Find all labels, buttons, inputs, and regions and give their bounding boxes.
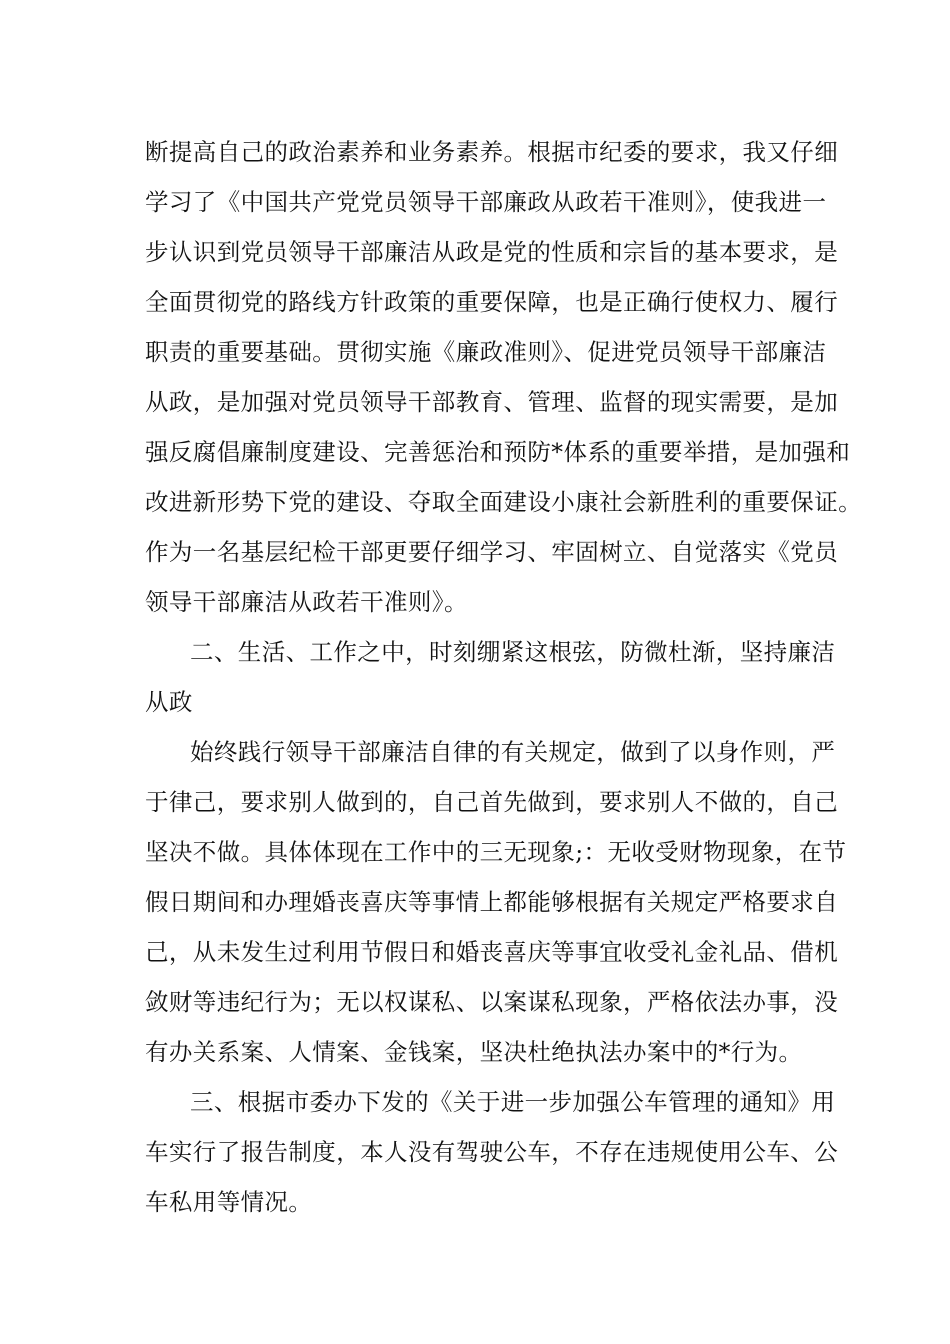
text-line: 领导干部廉洁从政若干准则》。	[145, 588, 468, 616]
text-line: 步认识到党员领导干部廉洁从政是党的性质和宗旨的基本要求，是	[145, 238, 839, 266]
text-line: 全面贯彻党的路线方针政策的重要保障，也是正确行使权力、履行	[145, 288, 839, 316]
text-line: 车私用等情况。	[145, 1188, 313, 1216]
text-line: 己，从未发生过利用节假日和婚丧喜庆等事宜收受礼金礼品、借机	[145, 938, 839, 966]
text-line: 假日期间和办理婚丧喜庆等事情上都能够根据有关规定严格要求自	[145, 888, 839, 916]
text-line: 断提高自己的政治素养和业务素养。根据市纪委的要求，我又仔细	[145, 138, 839, 166]
text-line: 车实行了报告制度，本人没有驾驶公车，不存在违规使用公车、公	[145, 1138, 839, 1166]
text-line: 从政，是加强对党员领导干部教育、管理、监督的现实需要，是加	[145, 388, 839, 416]
section-heading-line: 三、根据市委办下发的《关于进一步加强公车管理的通知》用	[190, 1088, 836, 1116]
text-line: 学习了《中国共产党党员领导干部廉政从政若干准则》，使我进一	[145, 188, 827, 216]
text-line: 作为一名基层纪检干部更要仔细学习、牢固树立、自觉落实《党员	[145, 538, 839, 566]
text-line: 有办关系案、人情案、金钱案，坚决杜绝执法办案中的*行为。	[145, 1038, 803, 1066]
section-heading-line: 二、生活、工作之中，时刻绷紧这根弦，防微杜渐，坚持廉洁	[190, 638, 836, 666]
text-line: 坚决不做。具体体现在工作中的三无现象;：无收受财物现象，在节	[145, 838, 847, 866]
text-line: 职责的重要基础。贯彻实施《廉政准则》、促进党员领导干部廉洁	[145, 338, 827, 366]
text-line: 改进新形势下党的建设、夺取全面建设小康社会新胜利的重要保证。	[145, 488, 862, 516]
section-heading-line: 从政	[145, 688, 193, 716]
text-line: 敛财等违纪行为；无以权谋私、以案谋私现象，严格依法办事，没	[145, 988, 839, 1016]
text-line: 于律己，要求别人做到的，自己首先做到，要求别人不做的，自己	[145, 788, 839, 816]
text-line: 强反腐倡廉制度建设、完善惩治和预防*体系的重要举措，是加强和	[145, 438, 851, 466]
text-line: 始终践行领导干部廉洁自律的有关规定，做到了以身作则，严	[190, 738, 836, 766]
